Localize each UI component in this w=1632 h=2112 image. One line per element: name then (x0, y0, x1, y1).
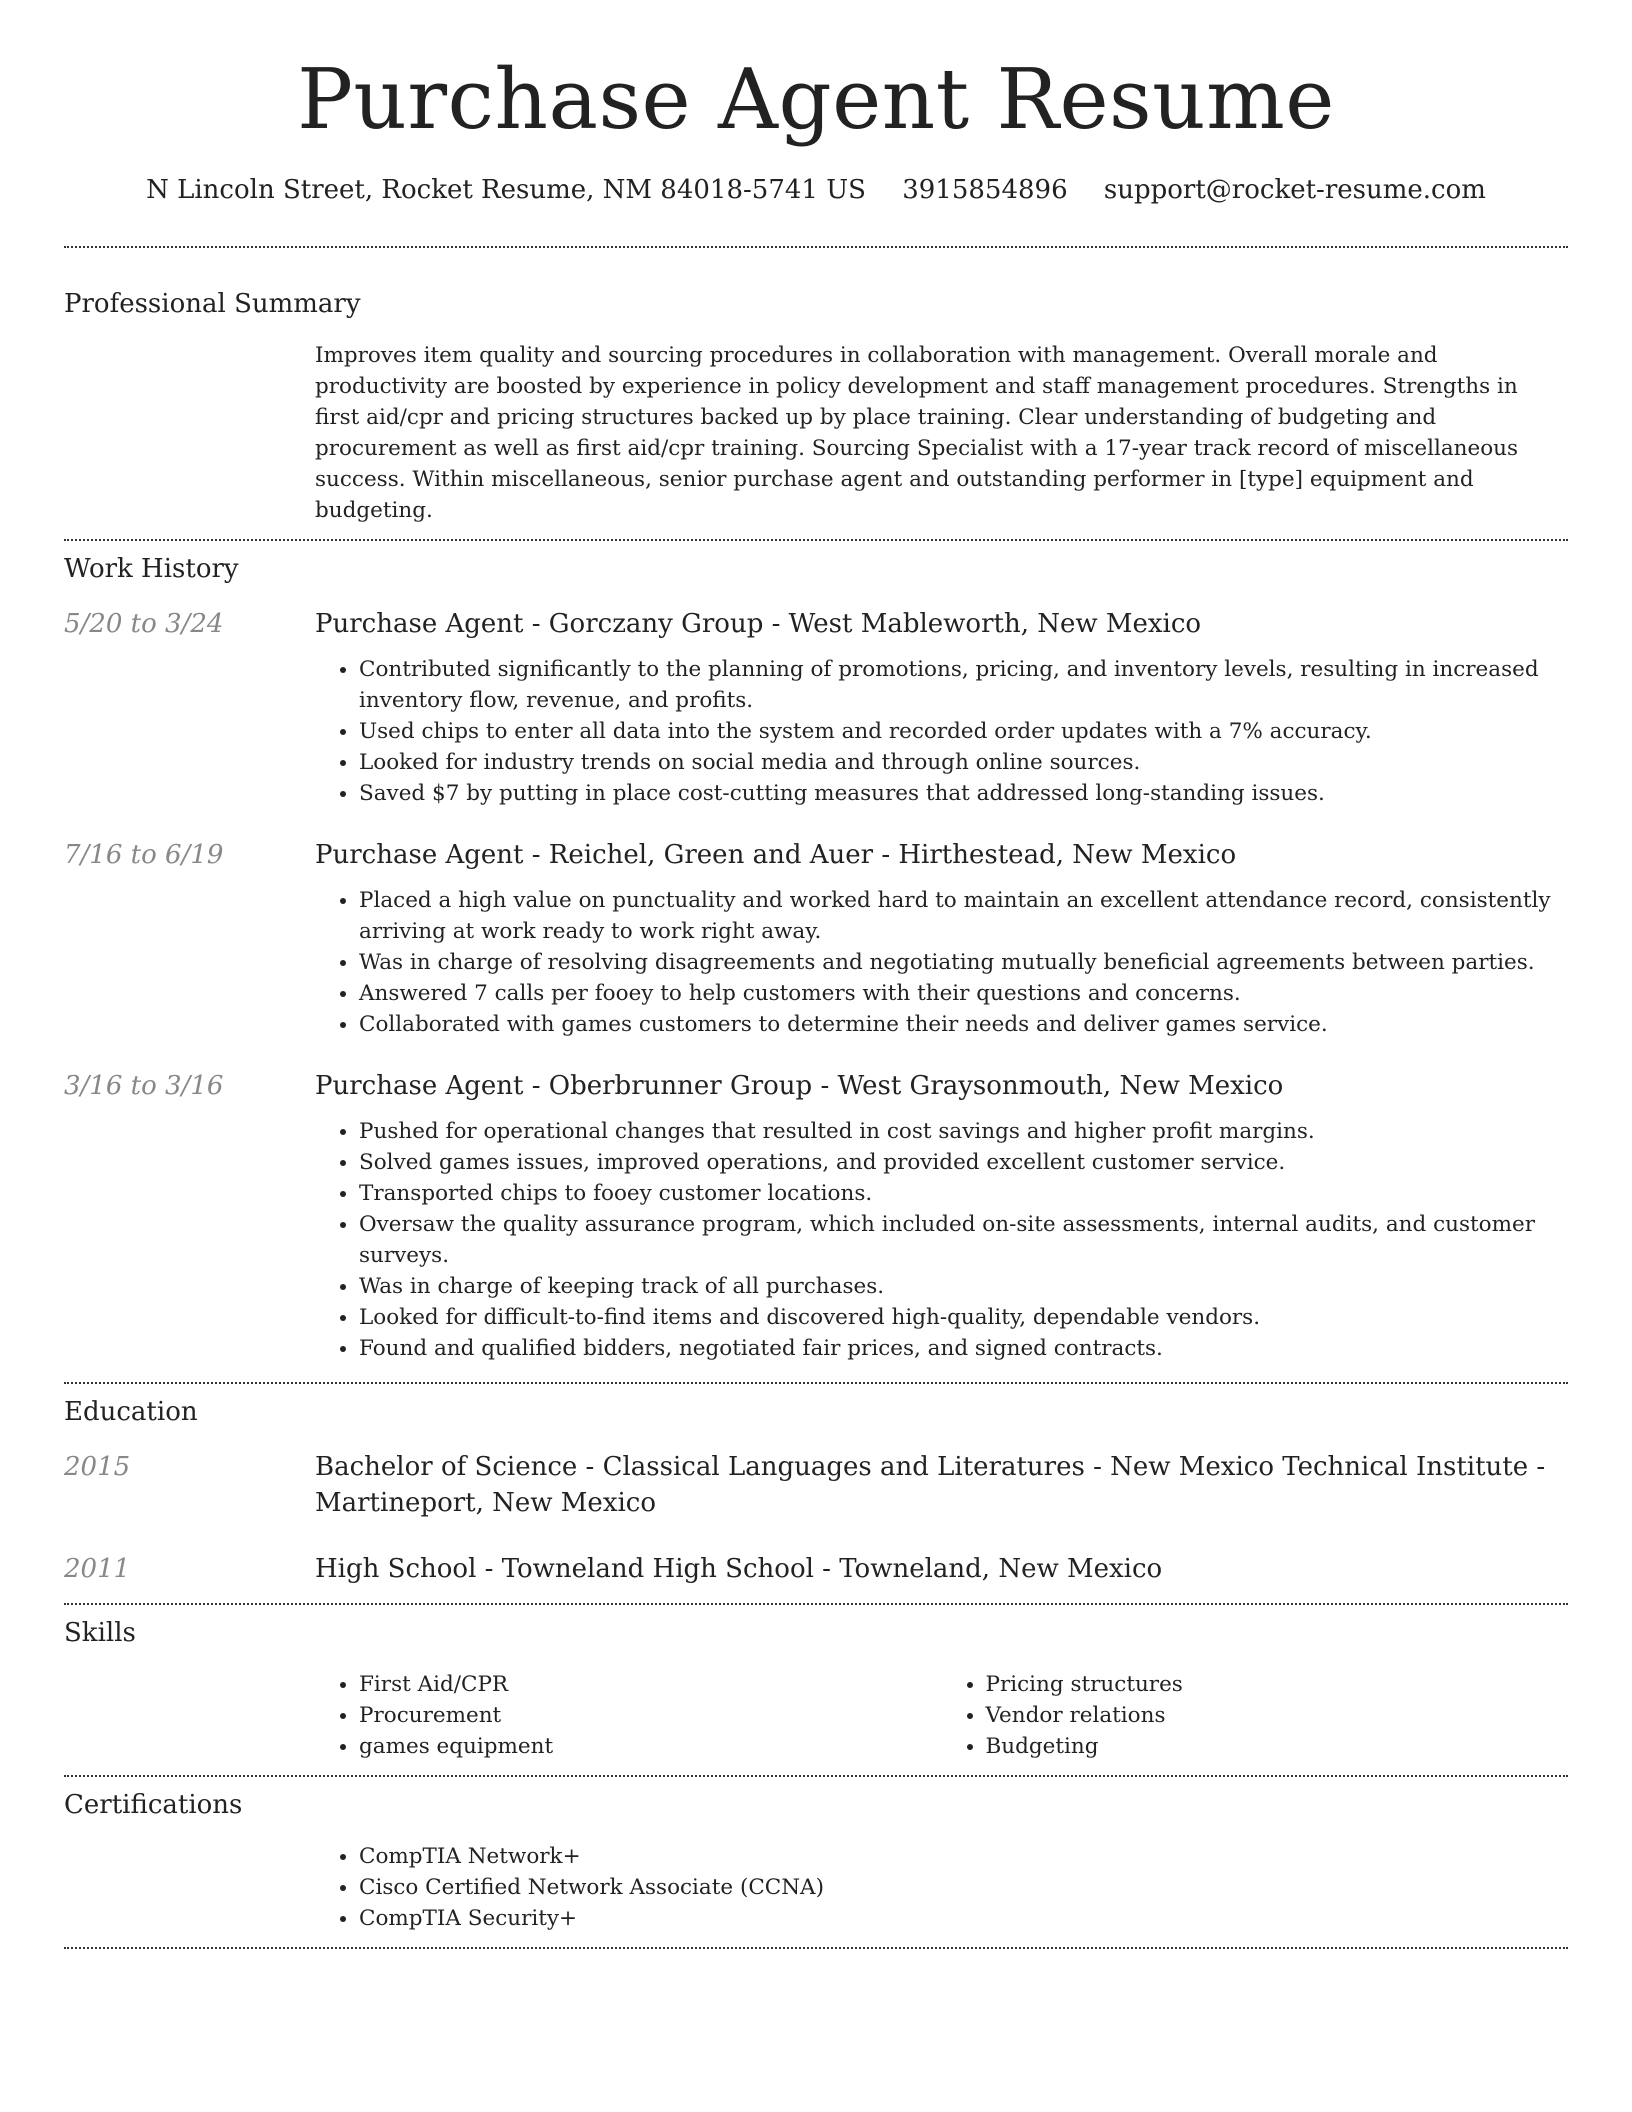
list-item: • First Aid/CPR (359, 1669, 942, 1700)
job-entry (64, 837, 1568, 1040)
job-dates: 7/16 to 6/19 (64, 840, 224, 870)
list-item: • CompTIA Network+ (359, 1841, 1568, 1872)
list-item: • Used chips to enter all data into the system and recorded order updates with a 7% accuracy. (359, 716, 1568, 747)
list-item: • Pushed for operational changes that resulted in cost savings and higher profit margins. (359, 1116, 1568, 1147)
job-dates: 5/20 to 3/24 (64, 609, 224, 639)
job-bullets (315, 885, 1568, 1040)
divider (64, 1775, 1568, 1777)
section-heading-certifications: Certifications (64, 1790, 243, 1820)
list-item: • Oversaw the quality assurance program, which included on-site assessments, internal audits, and customer surveys. (359, 1209, 1568, 1271)
section-heading-work-history: Work History (64, 554, 239, 584)
skills-row (64, 1669, 1568, 1762)
education-text: High School - Towneland High School - Towneland, New Mexico (315, 1554, 1163, 1584)
skills-column (315, 1669, 942, 1762)
list-item: • Budgeting (986, 1731, 1569, 1762)
divider (64, 246, 1568, 248)
address: N Lincoln Street, Rocket Resume, NM 84018-5741 US (146, 175, 866, 205)
list-item: • Answered 7 calls per fooey to help customers with their questions and concerns. (359, 978, 1568, 1009)
divider (64, 539, 1568, 541)
education-entry (64, 1551, 1568, 1587)
certifications-list (315, 1841, 1568, 1934)
skills-column (942, 1669, 1569, 1762)
divider (64, 1947, 1568, 1949)
section-heading-skills: Skills (64, 1618, 136, 1648)
section-heading-summary: Professional Summary (64, 289, 361, 319)
job-title: Purchase Agent - Gorczany Group - West Mableworth, New Mexico (315, 609, 1202, 639)
email: support@rocket-resume.com (1103, 175, 1486, 205)
summary-text: Improves item quality and sourcing procedures in collaboration with management. Overall morale and productivity are boosted by experience in policy development and staff management procedures. Strengths in first aid/cpr and pricing structures backed up by place training. Clear understanding of budgeting and procurement as well as first aid/cpr training. Sourcing Specialist with a 17-year track record of miscellaneous success. Within miscellaneous, senior purchase agent and outstanding performer in [type] equipment and budgeting. (315, 343, 1519, 523)
list-item: • Pricing structures (986, 1669, 1569, 1700)
list-item: • Procurement (359, 1700, 942, 1731)
job-entry (64, 606, 1568, 809)
resume-title: Purchase Agent Resume (297, 51, 1335, 148)
phone: 3915854896 (902, 175, 1068, 205)
summary-row (64, 340, 1568, 526)
job-entry (64, 1068, 1568, 1364)
section-heading-education: Education (64, 1397, 198, 1427)
list-item: • Found and qualified bidders, negotiated fair prices, and signed contracts. (359, 1333, 1568, 1364)
education-year: 2011 (64, 1554, 131, 1584)
list-item: • CompTIA Security+ (359, 1903, 1568, 1934)
education-year: 2015 (64, 1452, 131, 1482)
list-item: • Transported chips to fooey customer locations. (359, 1178, 1568, 1209)
job-title: Purchase Agent - Reichel, Green and Auer - Hirthestead, New Mexico (315, 840, 1237, 870)
divider (64, 1382, 1568, 1384)
education-text: Bachelor of Science - Classical Languages and Literatures - New Mexico Technical Institute - Martineport, New Mexico (315, 1452, 1546, 1518)
list-item: • Was in charge of resolving disagreements and negotiating mutually beneficial agreements between parties. (359, 947, 1568, 978)
list-item: • Cisco Certified Network Associate (CCNA) (359, 1872, 1568, 1903)
job-bullets (315, 654, 1568, 809)
certifications-row (64, 1841, 1568, 1934)
list-item: • Looked for difficult-to-find items and discovered high-quality, dependable vendors. (359, 1302, 1568, 1333)
list-item: • Was in charge of keeping track of all purchases. (359, 1271, 1568, 1302)
list-item: • Contributed significantly to the planning of promotions, pricing, and inventory levels, resulting in increased inventory flow, revenue, and profits. (359, 654, 1568, 716)
job-bullets (315, 1116, 1568, 1364)
list-item: • games equipment (359, 1731, 942, 1762)
education-entry (64, 1449, 1568, 1521)
list-item: • Collaborated with games customers to determine their needs and deliver games service. (359, 1009, 1568, 1040)
list-item: • Looked for industry trends on social media and through online sources. (359, 747, 1568, 778)
contact-line (64, 172, 1568, 208)
divider (64, 1603, 1568, 1605)
list-item: • Vendor relations (986, 1700, 1569, 1731)
job-dates: 3/16 to 3/16 (64, 1071, 224, 1101)
list-item: • Solved games issues, improved operations, and provided excellent customer service. (359, 1147, 1568, 1178)
list-item: • Saved $7 by putting in place cost-cutting measures that addressed long-standing issues. (359, 778, 1568, 809)
list-item: • Placed a high value on punctuality and worked hard to maintain an excellent attendance record, consistently arriving at work ready to work right away. (359, 885, 1568, 947)
job-title: Purchase Agent - Oberbrunner Group - West Graysonmouth, New Mexico (315, 1071, 1284, 1101)
